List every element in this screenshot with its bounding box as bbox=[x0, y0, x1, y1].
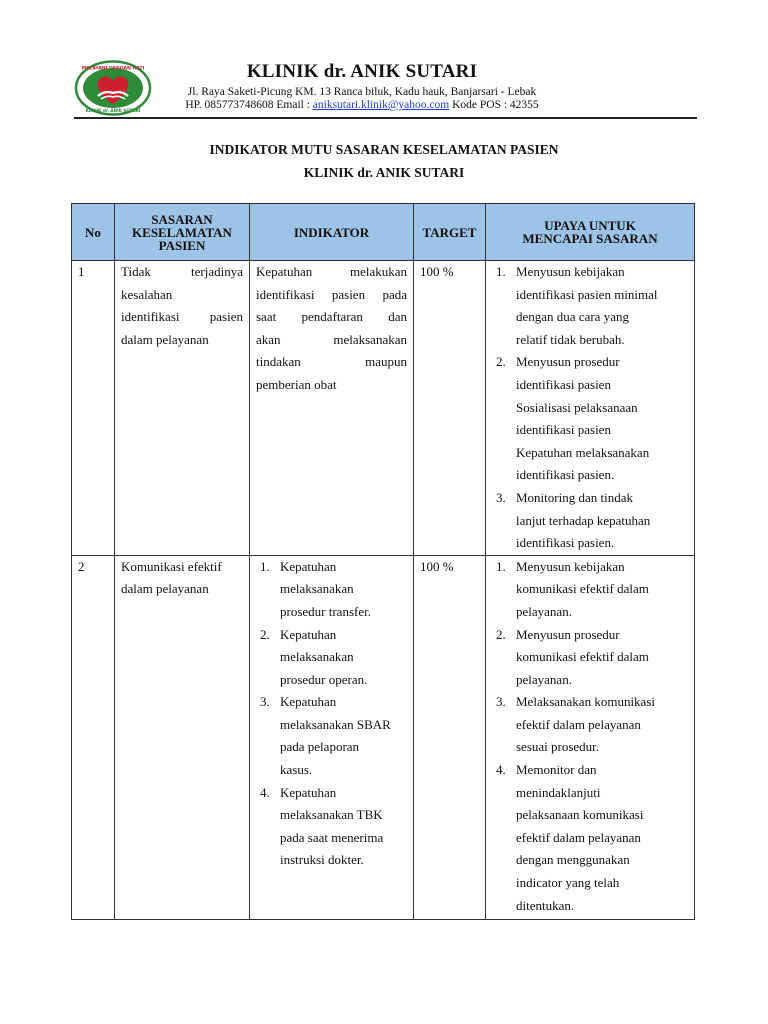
list-item: 1. Menyusun kebijakan komunikasi efektif dalam pelayanan. bbox=[496, 558, 649, 619]
clinic-contact bbox=[160, 99, 564, 111]
table-row bbox=[72, 261, 695, 556]
list-item: 1. Menyusun kebijakan identifikasi pasien minimal dengan dua cara yang relatif tidak berubah. bbox=[496, 264, 658, 347]
list-item: 1. Kepatuhan melaksanakan prosedur transfer. bbox=[260, 558, 371, 619]
header-divider bbox=[74, 117, 697, 119]
row-target: 100 % bbox=[414, 261, 486, 556]
header-sasaran: SASARAN KESELAMATAN PASIEN bbox=[115, 204, 250, 261]
indikator-list bbox=[256, 556, 407, 872]
table-row bbox=[72, 555, 695, 919]
header-target: TARGET bbox=[414, 204, 486, 261]
row-number: 2 bbox=[72, 555, 115, 919]
contact-phone: HP. 085773748608 Email : bbox=[185, 99, 313, 111]
heart-hands-logo-icon bbox=[74, 60, 152, 116]
row-upaya bbox=[486, 555, 695, 919]
header-upaya: UPAYA UNTUK MENCAPAI SASARAN bbox=[486, 204, 695, 261]
list-item: 4. Kepatuhan melaksanakan TBK pada saat menerima instruksi dokter. bbox=[260, 784, 384, 868]
row-number: 1 bbox=[72, 261, 115, 556]
row-indikator: Kepatuhan melakukan identifikasi pasien pada saat pendaftaran dan akan melaksanakan tindakan maupun pemberian obat bbox=[250, 261, 414, 556]
upaya-list bbox=[492, 261, 688, 555]
contact-postcode: Kode POS : 42355 bbox=[449, 99, 539, 111]
logo-top-lettering: MELAYANI DENGAN HATI bbox=[81, 66, 145, 72]
list-item: 3. Kepatuhan melaksanakan SBAR pada pelaporan kasus. bbox=[260, 694, 391, 778]
row-sasaran: Tidak terjadinya kesalahan identifikasi pasien dalam pelayanan bbox=[115, 261, 250, 556]
upaya-list bbox=[492, 556, 688, 918]
row-target: 100 % bbox=[414, 555, 486, 919]
list-item: 3. Monitoring dan tindak lanjut terhadap kepatuhan identifikasi pasien. bbox=[496, 489, 651, 551]
email-link[interactable]: aniksutari.klinik@yahoo.com bbox=[312, 99, 450, 111]
document-title: INDIKATOR MUTU SASARAN KESELAMATAN PASIEN bbox=[209, 142, 559, 157]
row-sasaran: Komunikasi efektif dalam pelayanan bbox=[115, 555, 250, 919]
list-item: 3. Melaksanakan komunikasi efektif dalam pelayanan sesuai prosedur. bbox=[496, 694, 655, 755]
list-item: 2. Menyusun prosedur komunikasi efektif dalam pelayanan. bbox=[496, 626, 649, 687]
row-indikator bbox=[250, 555, 414, 919]
header-no: No bbox=[72, 204, 115, 261]
table-header-row bbox=[72, 204, 695, 261]
header-indikator: INDIKATOR bbox=[250, 204, 414, 261]
clinic-logo bbox=[74, 60, 152, 116]
document-subtitle: KLINIK dr. ANIK SUTARI bbox=[303, 165, 465, 180]
list-item: 4. Memonitor dan menindaklanjuti pelaksanaan komunikasi efektif dalam pelayanan dengan menggunakan indicator yang telah ditentukan. bbox=[496, 762, 644, 913]
list-item: 2. Menyusun prosedur identifikasi pasien Sosialisasi pelaksanaan identifikasi pasien Kepatuhan melaksanakan identifikasi pasien. bbox=[496, 354, 650, 483]
row-upaya bbox=[486, 261, 695, 556]
clinic-address: Jl. Raya Saketi-Picung KM. 13 Ranca biluk, Kadu hauk, Banjarsari - Lebak bbox=[187, 86, 537, 98]
list-item: 2. Kepatuhan melaksanakan prosedur operan. bbox=[260, 626, 368, 687]
clinic-name: KLINIK dr. ANIK SUTARI bbox=[246, 61, 478, 82]
logo-bottom-lettering: KLINIK dr. ANIK SUTARI bbox=[85, 108, 141, 113]
indicator-table bbox=[71, 203, 695, 920]
